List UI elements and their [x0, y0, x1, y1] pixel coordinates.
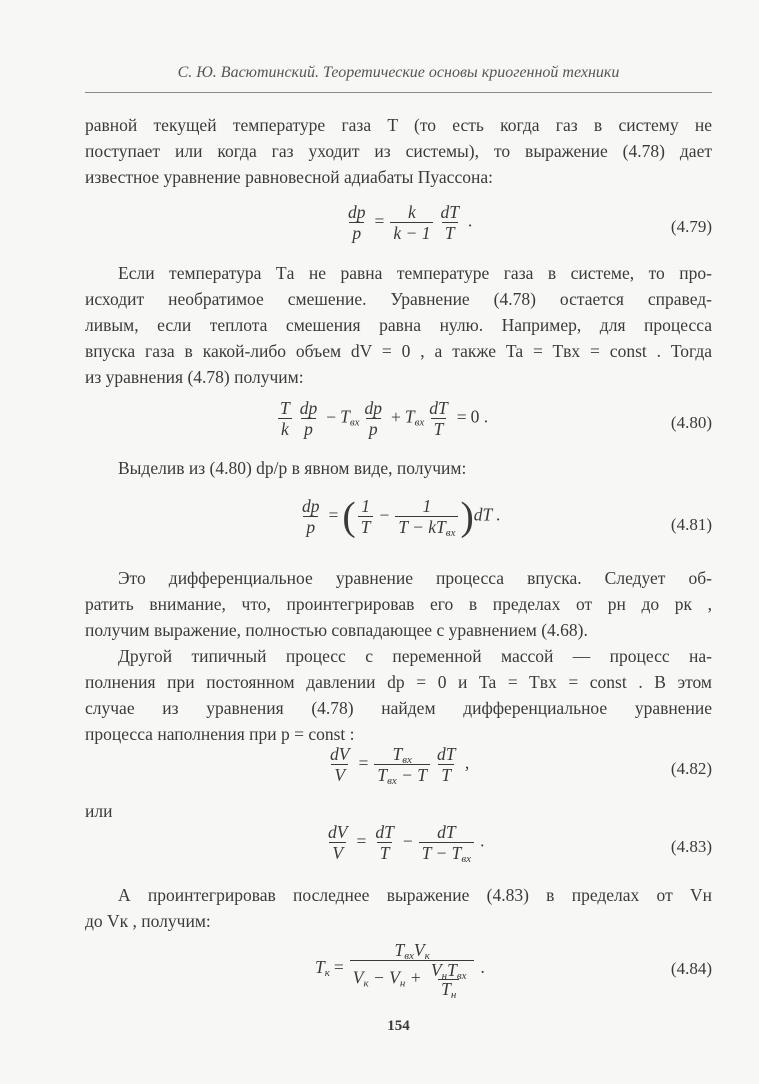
- text-line: до Vк , получим:: [85, 911, 211, 931]
- paragraph-6: [85, 882, 712, 934]
- equation-number: (4.81): [670, 515, 712, 534]
- equation-number: (4.79): [670, 217, 712, 236]
- equation-number: (4.84): [670, 959, 712, 978]
- equation-number: (4.80): [670, 413, 712, 432]
- running-header: С. Ю. Васютинский. Теоретические основы криогенной техники: [85, 60, 712, 93]
- text-line: поступает или когда газ уходит из системы), то выражение (4.78) дает: [85, 141, 712, 161]
- equation-number: (4.82): [670, 759, 712, 778]
- text-line: из уравнения (4.78) получим:: [85, 367, 304, 387]
- paragraph-4: [85, 565, 712, 643]
- text-line: равной текущей температуре газа T (то есть когда газ в систему не: [85, 115, 712, 135]
- equation-4-82: [85, 744, 712, 804]
- text-line: процесса наполнения при p = const :: [85, 724, 355, 744]
- text-line: Выделив из (4.80) dp/p в явном виде, получим:: [118, 458, 467, 478]
- formula: $\frac{T}{k}$ $\frac{dp}{p}$ − $T_{вх}$ $\frac{dp}{p}$ + $T_{вх}$ $\frac{dT}{T}$ = 0 .: [275, 398, 488, 439]
- equation-4-81: [85, 492, 712, 552]
- equation-4-79: [85, 196, 712, 256]
- equation-number: (4.83): [670, 837, 712, 856]
- equation-4-83: [85, 822, 712, 882]
- text-line: исходит необратимое смешение. Уравнение (4.78) остается справед-: [85, 289, 712, 309]
- connector-word: или: [85, 801, 113, 821]
- formula: $\frac{dV}{V}$ = $\frac{T_{вх}}{T_{вх} - T}$ $\frac{dT}{T}$ ,: [330, 744, 470, 787]
- text-line: ратить внимание, что, проинтегрировав его в пределах от pн до pк ,: [85, 594, 712, 614]
- formula: $\frac{dV}{V}$ = $\frac{dT}{T}$ − $\frac{dT}{T - T_{вх}}$ .: [328, 822, 485, 865]
- paragraph-3: [85, 455, 712, 481]
- text-line: Это дифференциальное уравнение процесса впуска. Следует об-: [118, 568, 712, 588]
- paragraph-2: [85, 260, 712, 390]
- formula: $T_к$ = $T_{вх}V_к$ $V_к - V_н$ + $\frac{V_нT_{вх}}{T_н}$ .: [315, 940, 486, 1001]
- text-line: Другой типичный процесс с переменной массой — процесс на-: [118, 646, 712, 666]
- paragraph-5: [85, 643, 712, 747]
- formula: $\frac{dp}{p}$ = ( $\frac{1}{T}$ − $\frac{1}{T - kT_{вх}}$ )dT .: [302, 493, 501, 539]
- text-line: Если температура Tа не равна температуре газа в системе, то про-: [118, 263, 712, 283]
- equation-4-84: [85, 940, 712, 1015]
- text-line: известное уравнение равновесной адиабаты Пуассона:: [85, 167, 493, 187]
- text-line: А проинтегрировав последнее выражение (4.83) в пределах от Vн: [118, 885, 712, 905]
- text-line: ливым, если теплота смешения равна нулю. Например, для процесса: [85, 315, 712, 335]
- equation-4-80: [85, 392, 712, 452]
- text-line: впуска газа в какой-либо объем dV = 0 , а также Ta = Tвх = const . Тогда: [85, 341, 712, 361]
- text-line: получим выражение, полностью совпадающее с уравнением (4.68).: [85, 620, 588, 640]
- formula: $\frac{dp}{p}$ = $\frac{k}{k - 1}$ $\frac{dT}{T}$ .: [348, 202, 473, 243]
- paragraph-1: [85, 112, 712, 190]
- text-line: случае из уравнения (4.78) найдем дифференциальное уравнение: [85, 698, 712, 718]
- text-line: полнения при постоянном давлении dp = 0 и Ta = Tвх = const . В этом: [85, 672, 712, 692]
- page-number: 154: [387, 1018, 410, 1034]
